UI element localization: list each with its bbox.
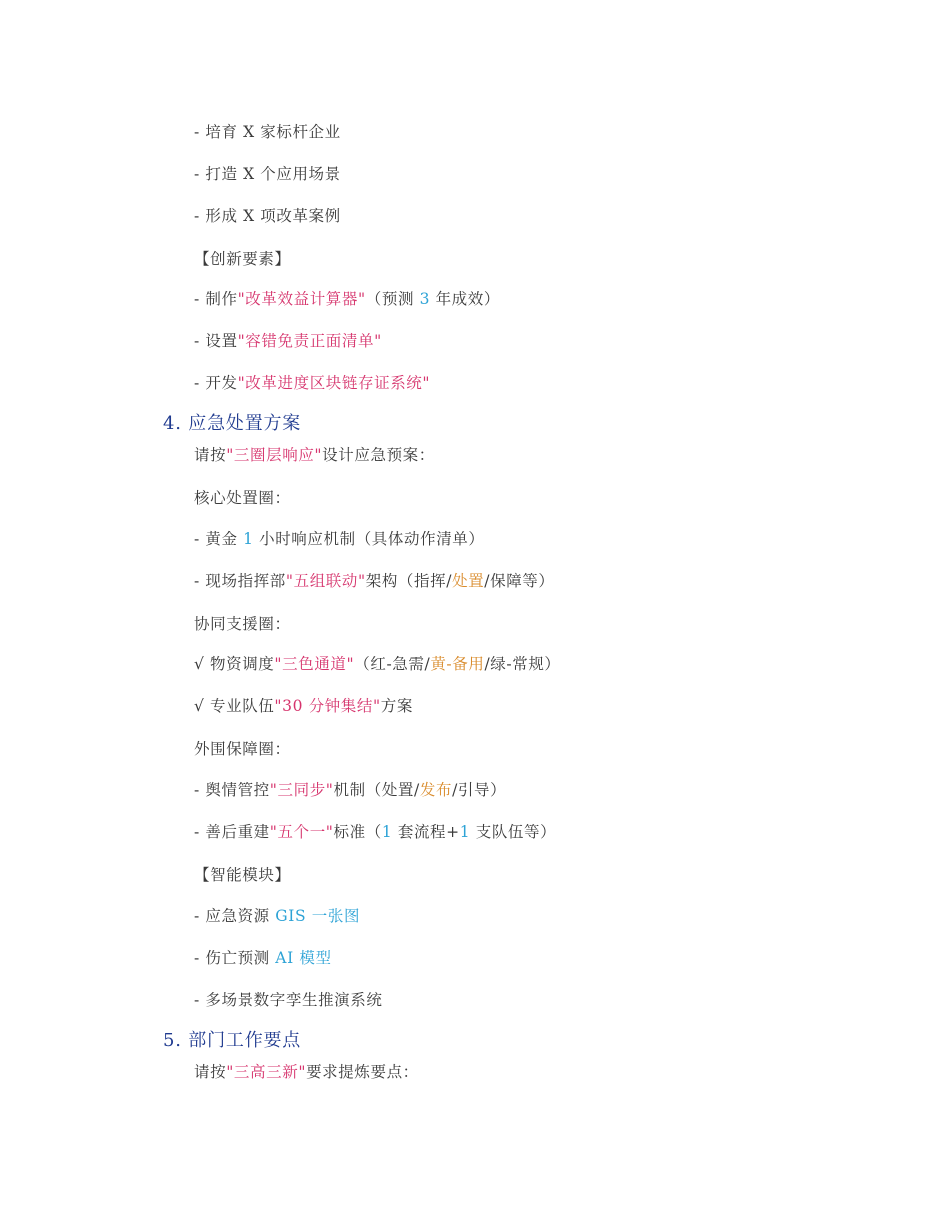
ai-model-item: - 伤亡预测 AI 模型 [194,949,332,967]
target-cases: - 形成 X 项改革案例 [194,207,341,225]
team-assembly-item: √ 专业队伍"30 分钟集结"方案 [194,697,413,715]
field-command-item: - 现场指挥部"五组联动"架构（指挥/处置/保障等） [194,572,555,590]
section-4-heading: 4. 应急处置方案 [163,413,302,434]
section-5-heading: 5. 部门工作要点 [163,1030,302,1051]
core-circle-label: 核心处置圈： [194,489,291,507]
material-dispatch-item: √ 物资调度"三色通道"（红-急需/黄-备用/绿-常规） [194,655,561,673]
innovation-item-calculator: - 制作"改革效益计算器"（预测 3 年成效） [194,290,500,308]
section-4-intro: 请按"三圈层响应"设计应急预案： [194,446,435,464]
coop-circle-label: 协同支援圈： [194,615,291,633]
reconstruction-item: - 善后重建"五个一"标准（1 套流程+1 支队伍等） [194,823,557,841]
innovation-label: 【创新要素】 [194,250,291,268]
section-5-intro: 请按"三高三新"要求提炼要点： [194,1063,419,1081]
outer-circle-label: 外围保障圈： [194,740,291,758]
innovation-item-blockchain: - 开发"改革进度区块链存证系统" [194,374,431,392]
digital-twin-item: - 多场景数字孪生推演系统 [194,991,383,1009]
innovation-item-list: - 设置"容错免责正面清单" [194,332,382,350]
public-opinion-item: - 舆情管控"三同步"机制（处置/发布/引导） [194,781,507,799]
gis-map-item: - 应急资源 GIS 一张图 [194,907,361,925]
target-enterprises: - 培育 X 家标杆企业 [194,123,341,141]
target-scenarios: - 打造 X 个应用场景 [194,165,341,183]
smart-module-label: 【智能模块】 [194,866,291,884]
golden-hour-item: - 黄金 1 小时响应机制（具体动作清单） [194,530,485,548]
